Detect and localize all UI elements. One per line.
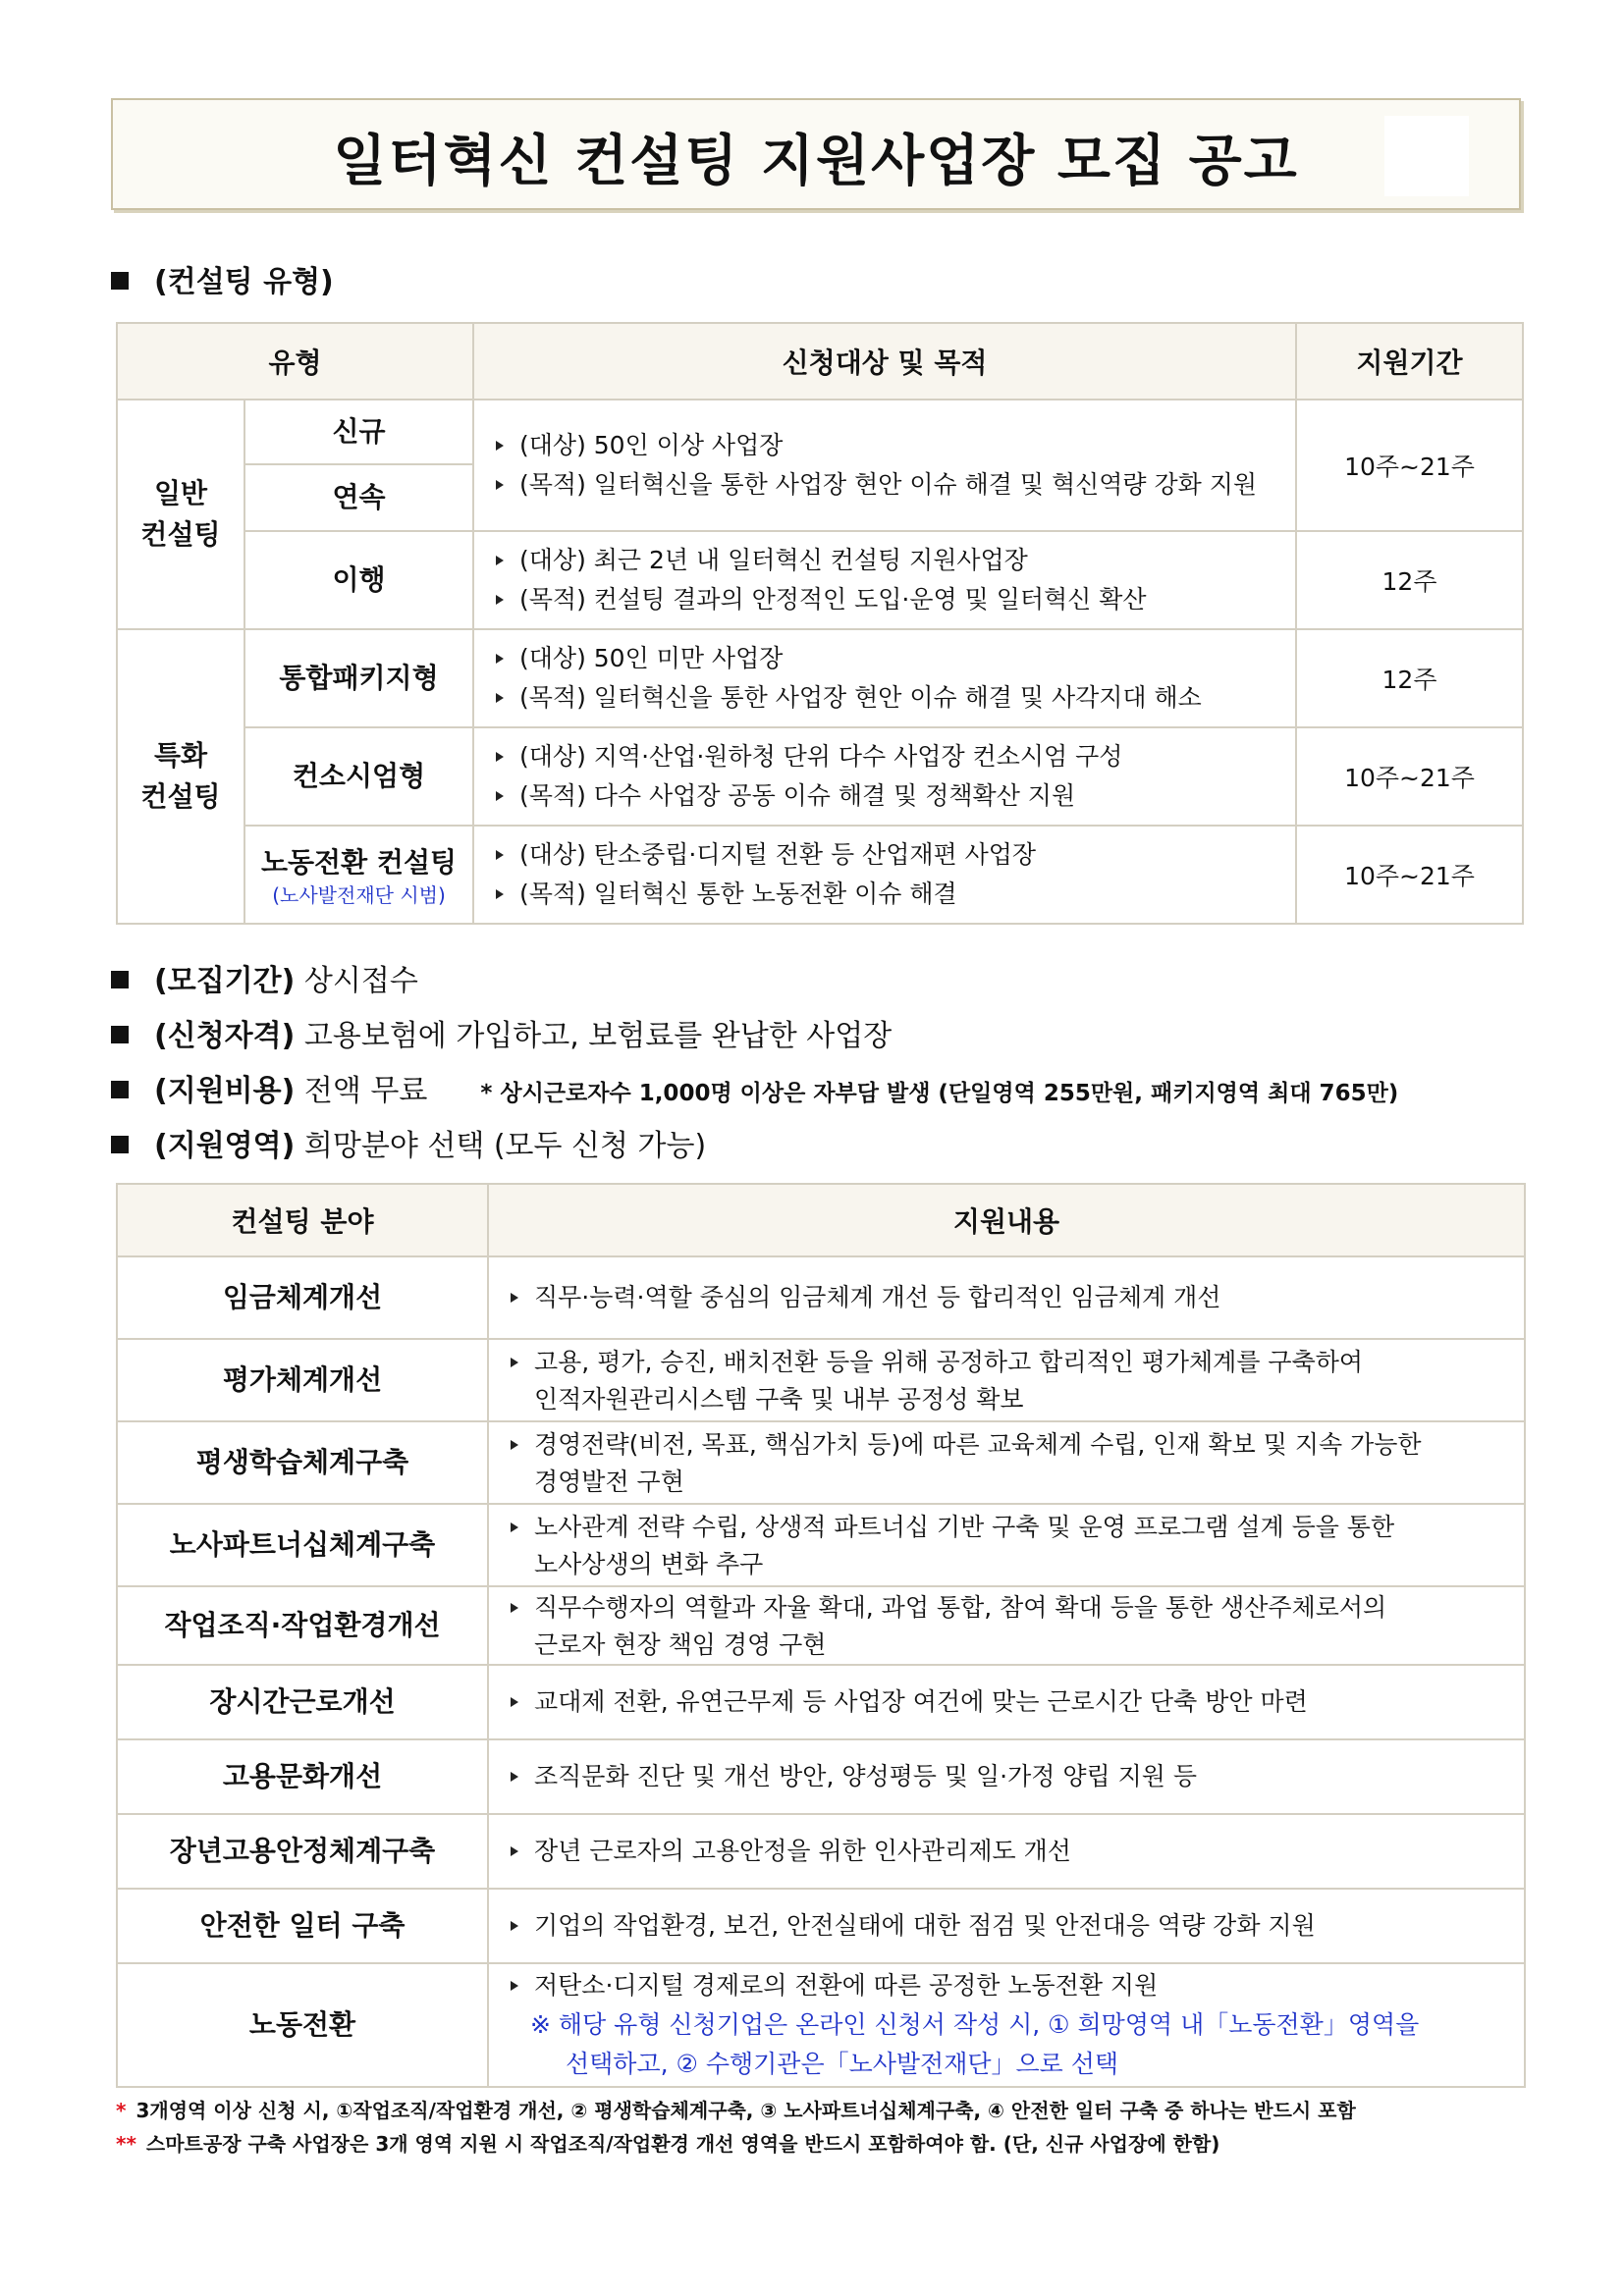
area-safe-workplace: 안전한 일터 구축 xyxy=(117,1889,488,1963)
square-bullet-icon xyxy=(111,1081,129,1098)
footnote-2: ** 스마트공장 구축 사업장은 3개 영역 지원 시 작업조직/작업환경 개선 영역을 반드시 포함하여야 함. (단, 신규 사업장에 한함) xyxy=(116,2132,1220,2156)
area-partnership: 노사파트너십체계구축 xyxy=(117,1504,488,1586)
header-period: 지원기간 xyxy=(1296,323,1523,400)
header-content: 지원내용 xyxy=(488,1184,1525,1256)
type-package: 통합패키지형 xyxy=(244,629,473,727)
line-cost: (지원비용) 전액 무료 * 상시근로자수 1,000명 이상은 자부담 발생 (단일영역 255만원, 패키지영역 최대 765만) xyxy=(111,1066,1398,1109)
triangle-bullet-icon xyxy=(511,1440,518,1450)
triangle-bullet-icon xyxy=(511,1293,518,1303)
area-older-workers: 장년고용안정체계구축 xyxy=(117,1814,488,1889)
area-labor-transition-content: 저탄소·디지털 경제로의 전환에 따른 공정한 노동전환 지원 ※ 해당 유형 신청기업은 온라인 신청서 작성 시, ① 희망영역 내「노동전환」영역을 선택하고, ② 수행기관은「노사발전재단」으로 선택 xyxy=(488,1963,1525,2087)
triangle-bullet-icon xyxy=(496,791,504,801)
triangle-bullet-icon xyxy=(496,693,504,703)
area-work-organization: 작업조직·작업환경개선 xyxy=(117,1586,488,1665)
heading-label: (컨설팅 유형) xyxy=(154,265,334,299)
areas-table xyxy=(116,1183,1526,2088)
area-partnership-content: 노사관계 전략 수립, 상생적 파트너십 기반 구축 및 운영 프로그램 설계 등을 통한 노사상생의 변화 추구 xyxy=(488,1504,1525,1586)
header-target: 신청대상 및 목적 xyxy=(473,323,1296,400)
area-evaluation-content: 고용, 평가, 승진, 배치전환 등을 위해 공정하고 합리적인 평가체계를 구축하여 인적자원관리시스템 구축 및 내부 공정성 확보 xyxy=(488,1339,1525,1421)
triangle-bullet-icon xyxy=(511,1846,518,1856)
area-work-organization-content: 직무수행자의 역할과 자율 확대, 과업 통합, 참여 확대 등을 통한 생산주체로서의 근로자 현장 책임 경영 구현 xyxy=(488,1586,1525,1665)
type-implementation: 이행 xyxy=(244,531,473,629)
desc-new-cont: (대상) 50인 이상 사업장 (목적) 일터혁신을 통한 사업장 현안 이슈 해결 및 혁신역량 강화 지원 xyxy=(473,400,1296,531)
desc-implementation: (대상) 최근 2년 내 일터혁신 컨설팅 지원사업장 (목적) 컨설팅 결과의 안정적인 도입·운영 및 일터혁신 확산 xyxy=(473,531,1296,629)
labor-transition-name: 노동전환 컨설팅 xyxy=(260,846,458,879)
triangle-bullet-icon xyxy=(496,752,504,762)
footnote-mark: * xyxy=(116,2099,127,2122)
type-continuous: 연속 xyxy=(244,464,473,531)
triangle-bullet-icon xyxy=(496,654,504,664)
type-consortium: 컨소시엄형 xyxy=(244,727,473,826)
triangle-bullet-icon xyxy=(496,889,504,899)
triangle-bullet-icon xyxy=(511,1772,518,1782)
square-bullet-icon xyxy=(111,1026,129,1043)
area-wage-content: 직무·능력·역할 중심의 임금체계 개선 등 합리적인 임금체계 개선 xyxy=(488,1256,1525,1339)
triangle-bullet-icon xyxy=(496,480,504,490)
desc-consortium: (대상) 지역·산업·원하청 단위 다수 사업장 컨소시엄 구성 (목적) 다수 사업장 공동 이슈 해결 및 정책확산 지원 xyxy=(473,727,1296,826)
cost-note: * 상시근로자수 1,000명 이상은 자부담 발생 (단일영역 255만원, 패키지영역 최대 765만) xyxy=(480,1081,1399,1106)
title-blank-patch xyxy=(1384,116,1469,196)
header-area: 컨설팅 분야 xyxy=(117,1184,488,1256)
type-new: 신규 xyxy=(244,400,473,464)
line-area: (지원영역) 희망분야 선택 (모두 신청 가능) xyxy=(111,1121,706,1164)
square-bullet-icon xyxy=(111,1136,129,1153)
area-employment-culture: 고용문화개선 xyxy=(117,1739,488,1814)
period-consortium: 10주~21주 xyxy=(1296,727,1523,826)
area-working-hours: 장시간근로개선 xyxy=(117,1665,488,1739)
area-evaluation: 평가체계개선 xyxy=(117,1339,488,1421)
period-package: 12주 xyxy=(1296,629,1523,727)
area-lifelong-learning: 평생학습체계구축 xyxy=(117,1421,488,1504)
triangle-bullet-icon xyxy=(496,441,504,451)
page-title: 일터혁신 컨설팅 지원사업장 모집 공고 xyxy=(333,130,1299,193)
triangle-bullet-icon xyxy=(496,595,504,605)
type-labor-transition xyxy=(244,826,473,924)
line-eligibility: (신청자격) 고용보험에 가입하고, 보험료를 완납한 사업장 xyxy=(111,1011,892,1054)
group-general: 일반 컨설팅 xyxy=(117,400,244,629)
triangle-bullet-icon xyxy=(511,1358,518,1367)
labor-transition-note: (노사발전재단 시범) xyxy=(272,883,446,907)
title-box xyxy=(111,98,1521,210)
footnote-1: * 3개영역 이상 신청 시, ①작업조직/작업환경 개선, ② 평생학습체계구축, ③ 노사파트너십체계구축, ④ 안전한 일터 구축 중 하나는 반드시 포함 xyxy=(116,2099,1356,2122)
desc-package: (대상) 50인 미만 사업장 (목적) 일터혁신을 통한 사업장 현안 이슈 해결 및 사각지대 해소 xyxy=(473,629,1296,727)
line-recruit-period: (모집기간) 상시접수 xyxy=(111,956,418,999)
area-older-workers-content: 장년 근로자의 고용안정을 위한 인사관리제도 개선 xyxy=(488,1814,1525,1889)
area-labor-transition: 노동전환 xyxy=(117,1963,488,2087)
period-new-cont: 10주~21주 xyxy=(1296,400,1523,531)
square-bullet-icon xyxy=(111,971,129,988)
types-table xyxy=(116,322,1524,925)
square-bullet-icon xyxy=(111,272,129,290)
area-safe-workplace-content: 기업의 작업환경, 보건, 안전실태에 대한 점검 및 안전대응 역량 강화 지원 xyxy=(488,1889,1525,1963)
header-type: 유형 xyxy=(117,323,473,400)
area-employment-culture-content: 조직문화 진단 및 개선 방안, 양성평등 및 일·가정 양립 지원 등 xyxy=(488,1739,1525,1814)
triangle-bullet-icon xyxy=(511,1981,518,1991)
group-special: 특화 컨설팅 xyxy=(117,629,244,924)
heading-consulting-types xyxy=(111,257,334,300)
triangle-bullet-icon xyxy=(511,1603,518,1613)
area-lifelong-learning-content: 경영전략(비전, 목표, 핵심가치 등)에 따른 교육체계 수립, 인재 확보 및 지속 가능한 경영발전 구현 xyxy=(488,1421,1525,1504)
triangle-bullet-icon xyxy=(511,1697,518,1707)
area-working-hours-content: 교대제 전환, 유연근무제 등 사업장 여건에 맞는 근로시간 단축 방안 마련 xyxy=(488,1665,1525,1739)
triangle-bullet-icon xyxy=(496,850,504,860)
desc-labor-transition: (대상) 탄소중립·디지털 전환 등 산업재편 사업장 (목적) 일터혁신 통한 노동전환 이슈 해결 xyxy=(473,826,1296,924)
area-wage: 임금체계개선 xyxy=(117,1256,488,1339)
triangle-bullet-icon xyxy=(511,1522,518,1532)
triangle-bullet-icon xyxy=(511,1921,518,1931)
footnote-mark: ** xyxy=(116,2132,136,2156)
period-implementation: 12주 xyxy=(1296,531,1523,629)
period-labor-transition: 10주~21주 xyxy=(1296,826,1523,924)
triangle-bullet-icon xyxy=(496,556,504,565)
labor-transition-notice: ※ 해당 유형 신청기업은 온라인 신청서 작성 시, ① 희망영역 내「노동전환」영역을 선택하고, ② 수행기관은「노사발전재단」으로 선택 xyxy=(530,2010,1420,2078)
